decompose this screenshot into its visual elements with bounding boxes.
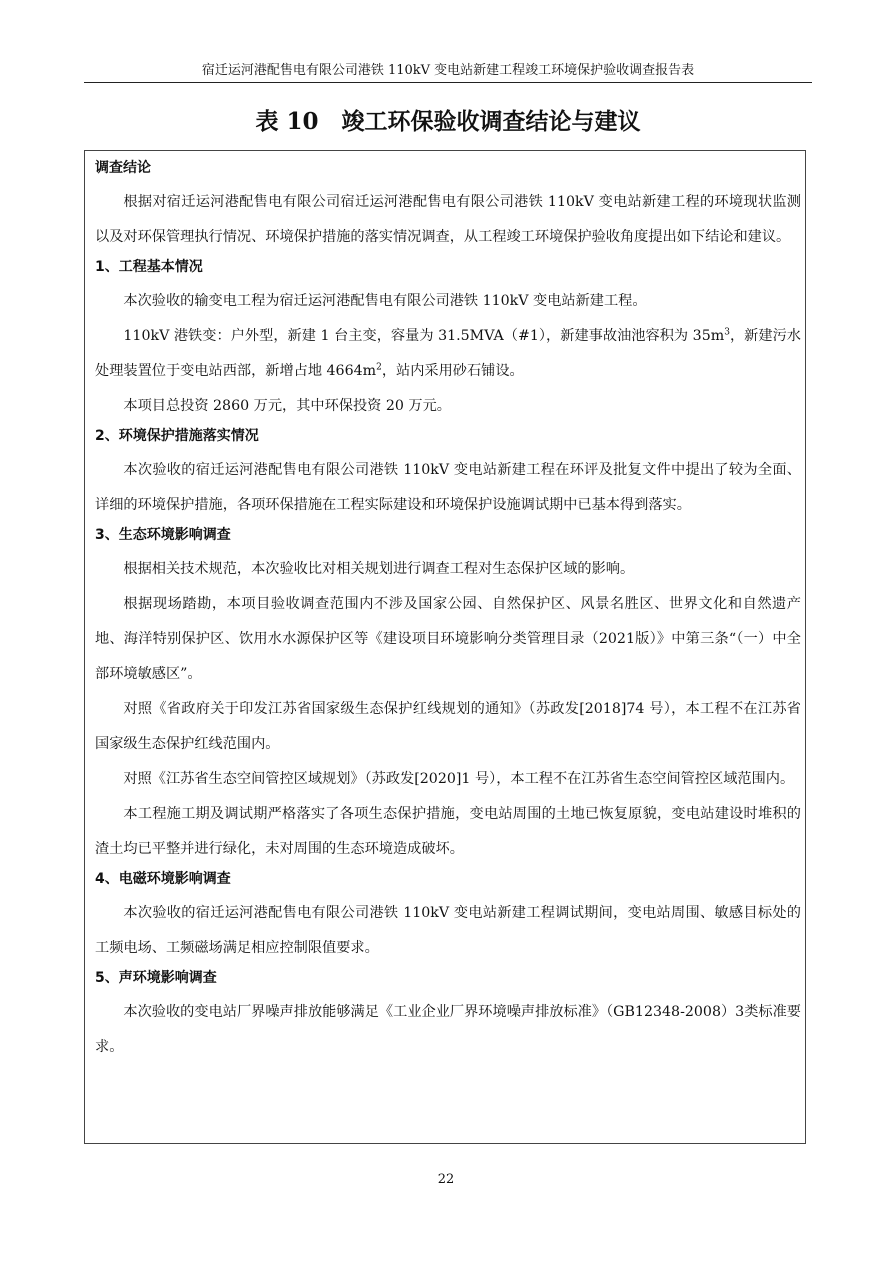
- paragraph-ecology-2: 根据现场踏勘，本项目验收调查范围内不涉及国家公园、自然保护区、风景名胜区、世界文化和自然遗产地、海洋特别保护区、饮用水水源保护区等《建设项目环境影响分类管理目录（2021版）》中第三条“（一）中全部环境敏感区”。: [95, 596, 801, 682]
- section-heading-conclusion: 调查结论: [95, 160, 151, 176]
- section-heading-measures: 2、环境保护措施落实情况: [95, 428, 259, 444]
- section-heading-electromagnetic: 4、电磁环境影响调查: [95, 871, 231, 887]
- paragraph-ecology-3: 对照《省政府关于印发江苏省国家级生态保护红线规划的通知》（苏政发[2018]74 号），本工程不在江苏省国家级生态保护红线范围内。: [95, 701, 801, 752]
- section-heading-ecology: 3、生态环境影响调查: [95, 527, 231, 543]
- paragraph-investment: 本项目总投资 2860 万元，其中环保投资 20 万元。: [123, 398, 451, 414]
- substation-text-c: ，站内采用砂石铺设。: [381, 363, 524, 379]
- paragraph-measures: 本次验收的宿迁运河港配售电有限公司港铁 110kV 变电站新建工程在环评及批复文件中提出了较为全面、详细的环境保护措施，各项环保措施在工程实际建设和环境保护设施调试期中已基本得到落实。: [95, 462, 801, 513]
- substation-text-a: 110kV 港铁变：户外型，新建 1 台主变，容量为 31.5MVA（#1），新建事故油池容积为 35m: [123, 328, 725, 344]
- section-heading-noise: 5、声环境影响调查: [95, 970, 217, 986]
- paragraph-noise: 本次验收的变电站厂界噪声排放能够满足《工业企业厂界环境噪声排放标准》（GB12348-2008）3类标准要求。: [95, 1004, 801, 1055]
- superscript-cubic: 3: [724, 327, 730, 338]
- paragraph-ecology-4: 对照《江苏省生态空间管控区域规划》（苏政发[2020]1 号），本工程不在江苏省生态空间管控区域范围内。: [123, 771, 795, 787]
- paragraph-electromagnetic: 本次验收的宿迁运河港配售电有限公司港铁 110kV 变电站新建工程调试期间，变电站周围、敏感目标处的工频电场、工频磁场满足相应控制限值要求。: [95, 905, 801, 956]
- paragraph-intro: 根据对宿迁运河港配售电有限公司宿迁运河港配售电有限公司港铁 110kV 变电站新建工程的环境现状监测以及对环保管理执行情况、环境保护措施的落实情况调查，从工程竣工环境保护验收角度提出如下结论和建议。: [95, 194, 801, 245]
- paragraph-substation: [95, 319, 801, 389]
- paragraph-ecology-1: 根据相关技术规范，本次验收比对相关规划进行调查工程对生态保护区域的影响。: [123, 561, 635, 577]
- paragraph-ecology-5: 本工程施工期及调试期严格落实了各项生态保护措施，变电站周围的土地已恢复原貌，变电站建设时堆积的渣土均已平整并进行绿化，未对周围的生态环境造成破坏。: [95, 806, 801, 857]
- page-number: 22: [437, 1172, 455, 1187]
- substation-text-b: ，新建污水处理装置位于变电站西部，新增占地 4664m: [95, 328, 801, 379]
- page-title: 表 10 竣工环保验收调查结论与建议: [255, 108, 641, 135]
- section-heading-basic-info: 1、工程基本情况: [95, 259, 203, 275]
- conclusion-content: [95, 156, 801, 1065]
- paragraph-project: 本次验收的输变电工程为宿迁运河港配售电有限公司港铁 110kV 变电站新建工程。: [123, 293, 647, 309]
- running-header: 宿迁运河港配售电有限公司港铁 110kV 变电站新建工程竣工环境保护验收调查报告表: [201, 63, 695, 78]
- header-rule: [84, 82, 812, 83]
- superscript-square: 2: [376, 362, 382, 373]
